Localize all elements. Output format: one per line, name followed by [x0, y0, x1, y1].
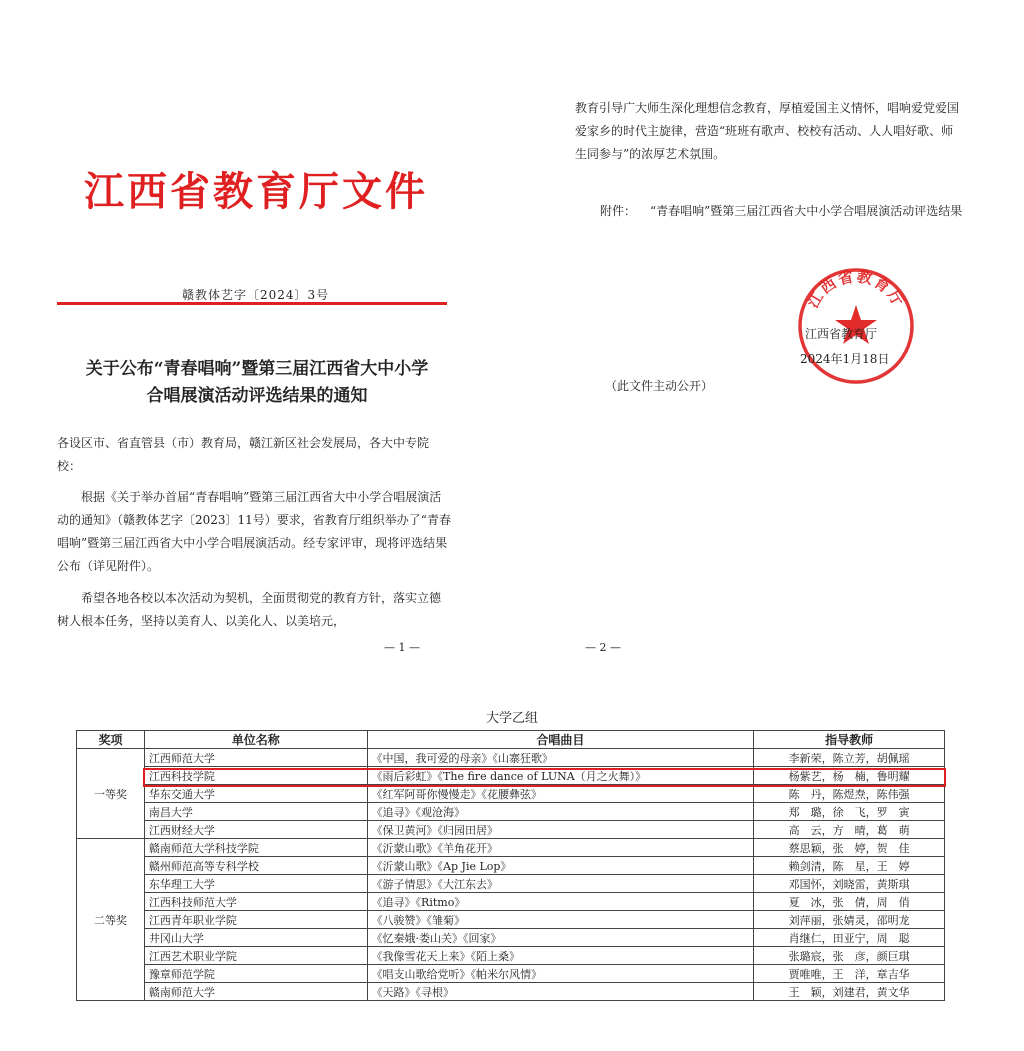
- table-row: [77, 983, 945, 1001]
- table-row: [77, 911, 945, 929]
- teachers-cell: 王 颖，刘建君，黄文华: [754, 983, 945, 1001]
- unit-cell: 江西青年职业学院: [144, 911, 367, 929]
- unit-cell: 江西科技学院: [144, 767, 367, 785]
- unit-cell: 南昌大学: [144, 803, 367, 821]
- award-first-prize: 一等奖: [77, 749, 145, 839]
- seal-text: 江西省教育厅: [803, 267, 909, 312]
- teachers-cell: 张璐宸，张 彦，颜巨琪: [754, 947, 945, 965]
- paragraph-body-1: 根据《关于举办首届“青春唱响”暨第三届江西省大中小学合唱展演活动的通知》（赣教体艺字〔2023〕11号）要求，省教育厅组织举办了“青春唱响”暨第三届江西省大中小学合唱展演活动。经专家评审，现将评选结果公布（详见附件）。: [57, 490, 451, 573]
- table-row: [77, 893, 945, 911]
- unit-cell: 赣南师范大学科技学院: [144, 839, 367, 857]
- table-title: 大学乙组: [485, 711, 538, 726]
- award-second-prize: 二等奖: [77, 839, 145, 1001]
- public-disclosure-note: （此文件主动公开）: [605, 379, 714, 393]
- table-row: [77, 875, 945, 893]
- notice-title-line-1: 关于公布“青春唱响”暨第三届江西省大中小学: [85, 359, 429, 379]
- paragraph-body-2: 希望各地各校以本次活动为契机，全面贯彻党的教育方针，落实立德树人根本任务，坚持以美育人、以美化人、以美培元，: [57, 591, 442, 628]
- header-award: 奖项: [77, 731, 145, 749]
- songs-cell: 《天路》《寻根》: [367, 983, 754, 1001]
- teachers-cell: 贾唯唯，王 洋，章吉华: [754, 965, 945, 983]
- table-row-highlighted: [77, 767, 945, 785]
- table-row: [77, 803, 945, 821]
- table-row: [77, 839, 945, 857]
- teachers-cell: 蔡思颖，张 婷，贺 佳: [754, 839, 945, 857]
- teachers-cell: 肖继仁，田亚宁，周 聪: [754, 929, 945, 947]
- unit-cell: 井冈山大学: [144, 929, 367, 947]
- songs-cell: 《八骏赞》《雏菊》: [367, 911, 754, 929]
- songs-cell: 《追寻》《Ritmo》: [367, 893, 754, 911]
- teachers-cell: 高 云，方 晴，葛 萌: [754, 821, 945, 839]
- header-unit: 单位名称: [144, 731, 367, 749]
- teachers-cell: 夏 冰，张 倩，周 俏: [754, 893, 945, 911]
- page-number-1: — 1 —: [384, 641, 420, 654]
- table-row: [77, 929, 945, 947]
- songs-cell: 《红军阿哥你慢慢走》《花腰彝弦》: [367, 785, 754, 803]
- paragraph-continued: 教育引导广大师生深化理想信念教育，厚植爱国主义情怀，唱响爱党爱国爱家乡的时代主旋律，营造“班班有歌声、校校有活动、人人唱好歌、师生同参与”的浓厚艺术氛围。: [575, 101, 960, 161]
- teachers-cell: 杨紫艺，杨 楠，鲁明耀: [754, 767, 945, 785]
- document-header-title: 江西省教育厅文件: [84, 168, 428, 215]
- teachers-cell: 赖剑清，陈 星，王 婷: [754, 857, 945, 875]
- issuer-name: 江西省教育厅: [805, 327, 878, 341]
- songs-cell: 《我像雪花天上来》《陌上桑》: [367, 947, 754, 965]
- notice-title: [57, 356, 457, 410]
- attachment-note: [600, 199, 970, 223]
- unit-cell: 江西艺术职业学院: [144, 947, 367, 965]
- header-songs: 合唱曲目: [367, 731, 754, 749]
- songs-cell: 《中国，我可爱的母亲》《山寨狂歌》: [367, 749, 754, 767]
- page-number-2: — 2 —: [585, 641, 621, 654]
- table-header-row: [77, 731, 945, 749]
- document-number: 赣教体艺字〔2024〕3号: [182, 288, 330, 302]
- table-row: [77, 821, 945, 839]
- songs-cell: 《忆秦娥·娄山关》《回家》: [367, 929, 754, 947]
- unit-cell: 东华理工大学: [144, 875, 367, 893]
- teachers-cell: 李新荣，陈立芳，胡佩瑶: [754, 749, 945, 767]
- unit-cell: 赣南师范大学: [144, 983, 367, 1001]
- table-row: [77, 965, 945, 983]
- songs-cell: 《沂蒙山歌》《Ap Jie Lop》: [367, 857, 754, 875]
- table-row: [77, 785, 945, 803]
- unit-cell: 赣州师范高等专科学校: [144, 857, 367, 875]
- issue-date: 2024年1月18日: [800, 352, 890, 366]
- attachment-text: “青春唱响”暨第三届江西省大中小学合唱展演活动评选结果: [650, 204, 963, 218]
- teachers-cell: 陈 丹，陈煜焘，陈伟强: [754, 785, 945, 803]
- unit-cell: 豫章师范学院: [144, 965, 367, 983]
- red-divider-line: [57, 302, 447, 305]
- attachment-label: 附件：: [600, 204, 637, 218]
- unit-cell: 江西科技师范大学: [144, 893, 367, 911]
- songs-cell: 《游子情思》《大江东去》: [367, 875, 754, 893]
- songs-cell: 《唱支山歌给党听》《帕米尔风情》: [367, 965, 754, 983]
- teachers-cell: 刘萍丽，张婧灵，邵明龙: [754, 911, 945, 929]
- songs-cell: 《保卫黄河》《归园田居》: [367, 821, 754, 839]
- table-row: [77, 857, 945, 875]
- songs-cell: 《沂蒙山歌》《羊角花开》: [367, 839, 754, 857]
- notice-title-line-2: 合唱展演活动评选结果的通知: [146, 386, 368, 406]
- unit-cell: 华东交通大学: [144, 785, 367, 803]
- teachers-cell: 郑 璐，徐 飞，罗 寅: [754, 803, 945, 821]
- results-table: [76, 730, 945, 1001]
- header-teachers: 指导教师: [754, 731, 945, 749]
- songs-cell: 《雨后彩虹》《The fire dance of LUNA（月之火舞）》: [367, 767, 754, 785]
- table-row: [77, 749, 945, 767]
- unit-cell: 江西财经大学: [144, 821, 367, 839]
- unit-cell: 江西师范大学: [144, 749, 367, 767]
- teachers-cell: 邓国怀，刘晓雷，黄斯琪: [754, 875, 945, 893]
- songs-cell: 《追寻》《观沧海》: [367, 803, 754, 821]
- paragraph-addressees: 各设区市、省直管县（市）教育局，赣江新区社会发展局，各大中专院校：: [57, 436, 430, 473]
- table-row: [77, 947, 945, 965]
